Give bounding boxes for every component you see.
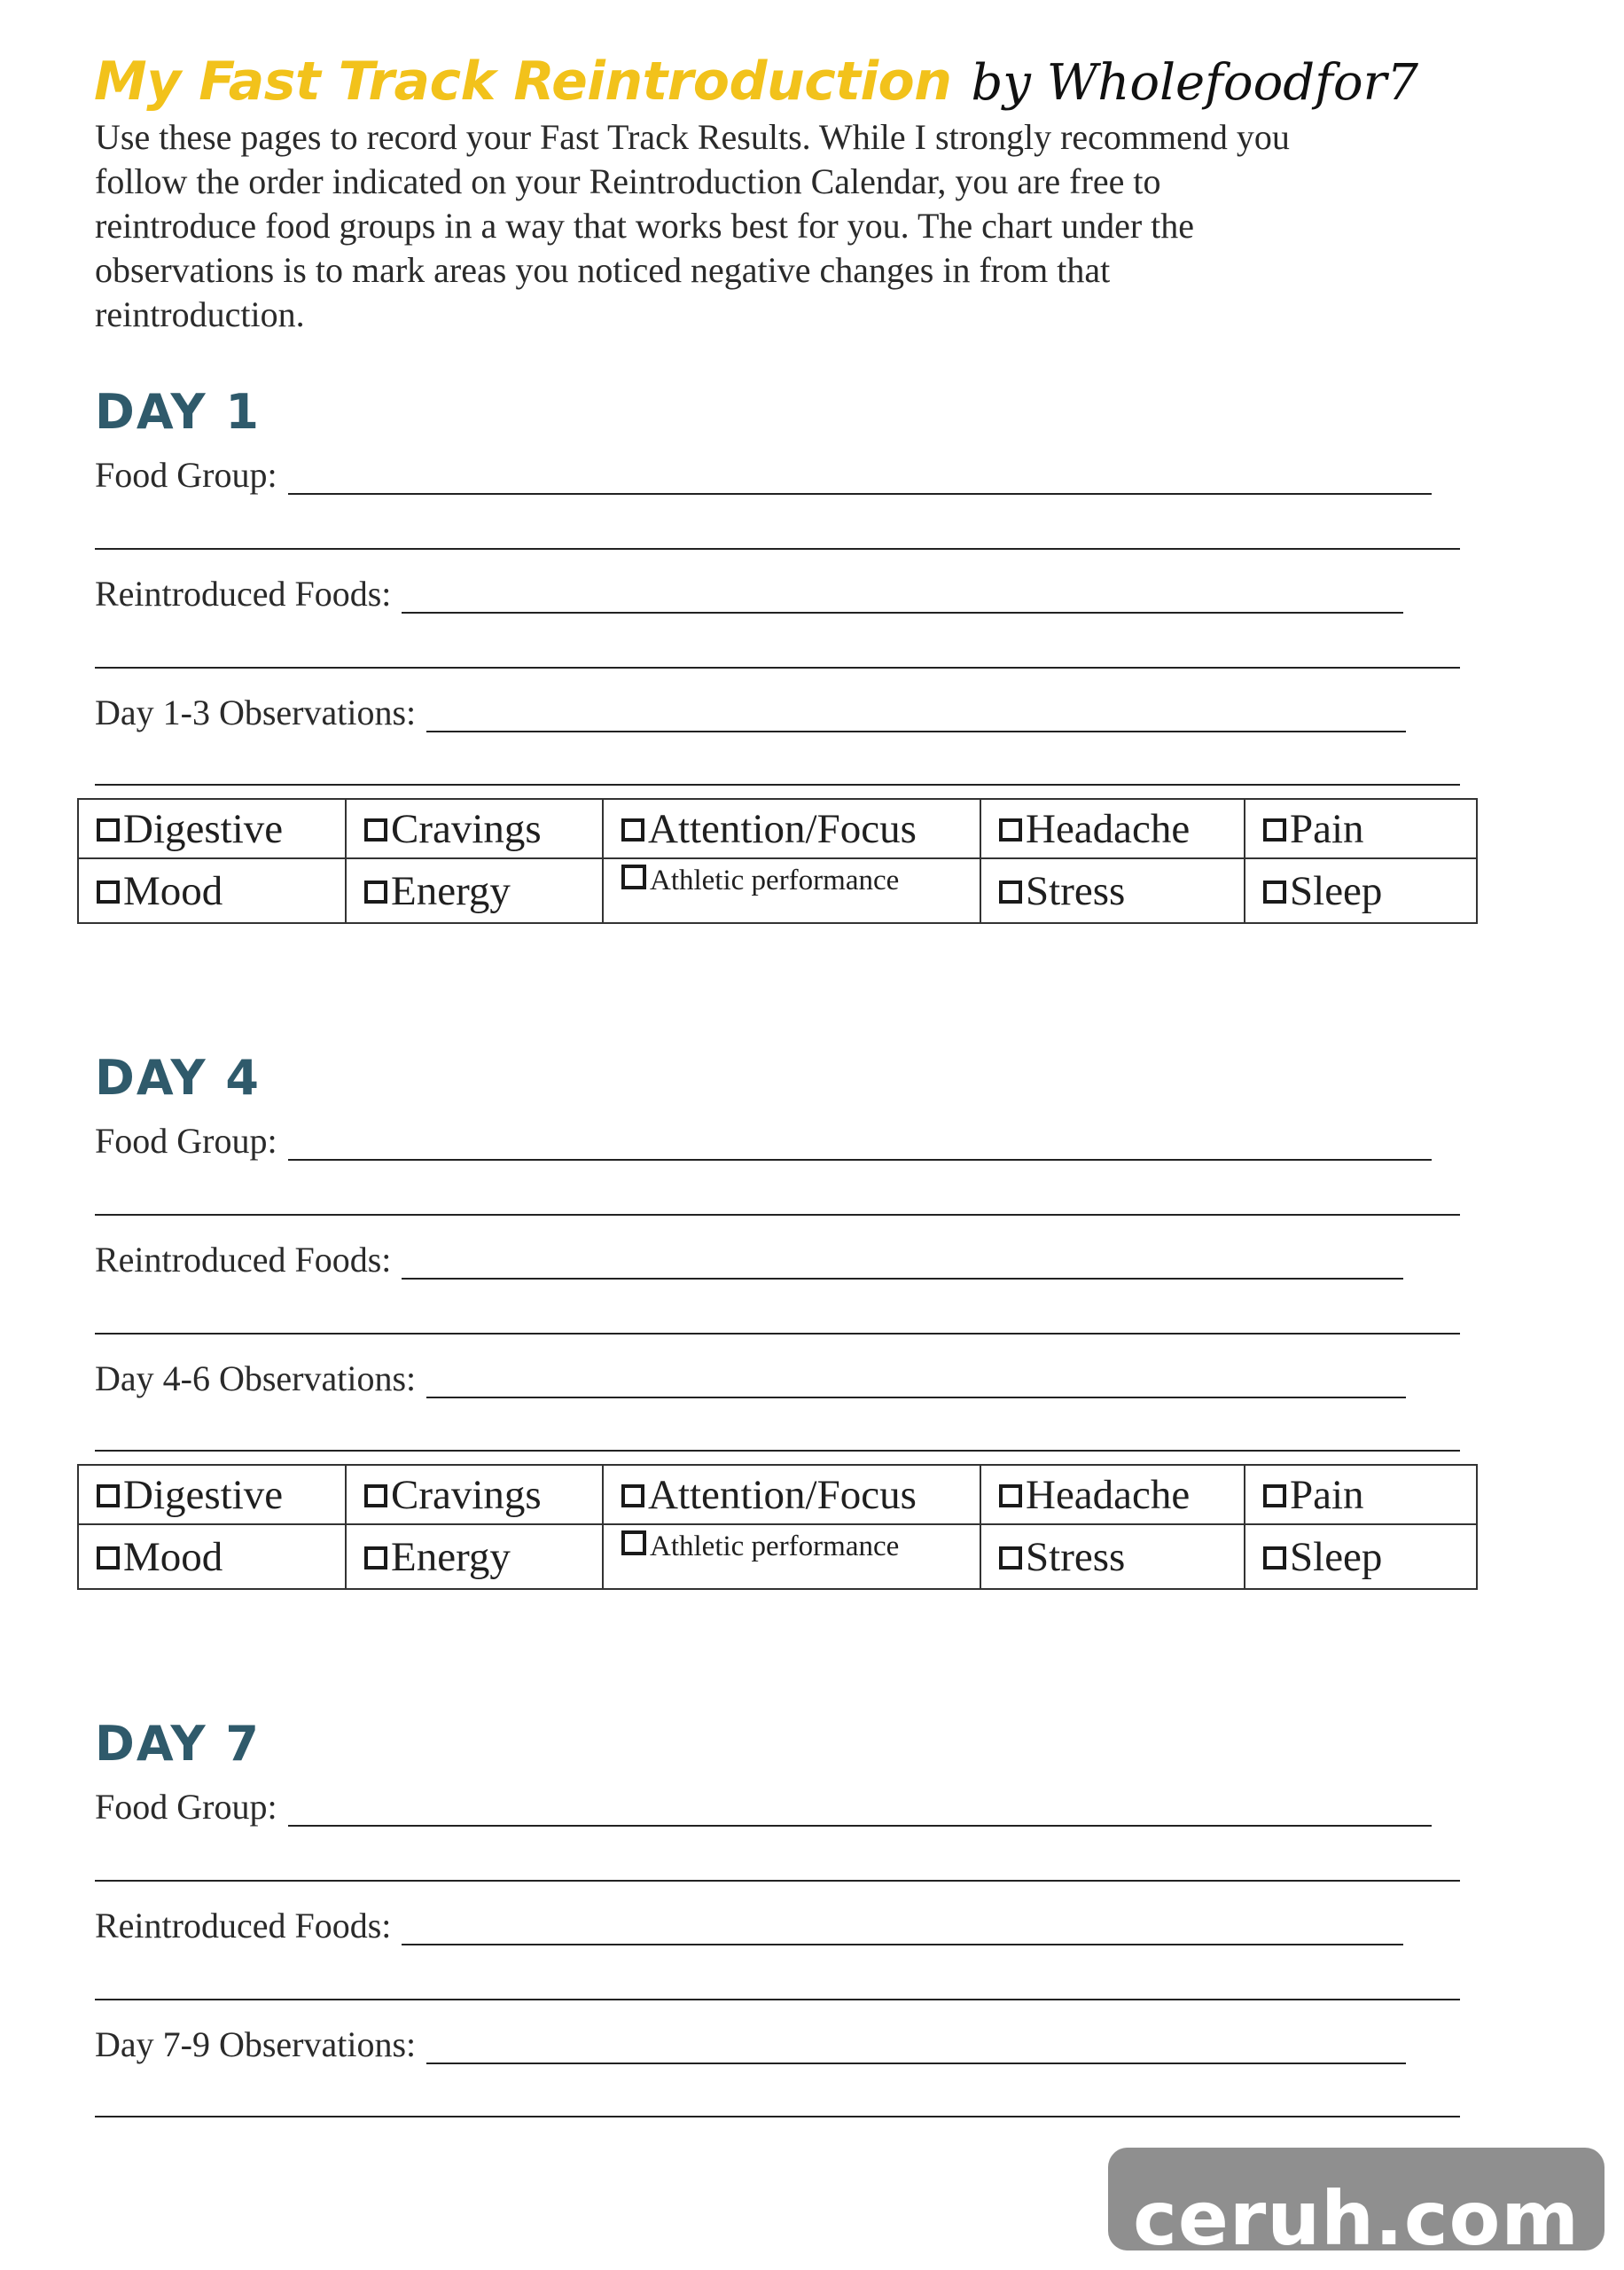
checkbox-icon[interactable]: [999, 818, 1022, 841]
checkbox-icon[interactable]: [999, 1546, 1022, 1569]
food-group-extra-line[interactable]: [95, 1880, 1460, 1882]
checkbox-icon[interactable]: [621, 1484, 644, 1507]
checkbox-icon[interactable]: [364, 818, 387, 841]
food-group-extra-line[interactable]: [95, 1214, 1460, 1216]
observations-label: Day 1-3 Observations:: [95, 693, 417, 732]
checkbox-icon[interactable]: [621, 1530, 646, 1555]
reintroduced-foods-label: Reintroduced Foods:: [95, 1240, 392, 1280]
symptom-cell-cravings[interactable]: [346, 1465, 603, 1524]
checkbox-icon[interactable]: [364, 1546, 387, 1569]
intro-line: follow the order indicated on your Reintroduction Calendar, you are free to: [95, 161, 1161, 201]
watermark-badge: [1108, 2148, 1604, 2262]
symptom-label: Energy: [391, 867, 511, 914]
food-group-field[interactable]: [288, 1159, 1432, 1161]
observations-row: [95, 688, 1406, 732]
symptom-label: Energy: [391, 1533, 511, 1580]
day-heading: DAY 7: [95, 1716, 261, 1772]
reintroduced-foods-row: [95, 1901, 1403, 1945]
symptom-cell-digestive[interactable]: [78, 799, 346, 858]
symptom-label: Athletic performance: [650, 865, 900, 896]
symptom-cell-energy[interactable]: [346, 1524, 603, 1589]
symptom-label: Athletic performance: [650, 1530, 900, 1562]
symptom-cell-mood[interactable]: [78, 858, 346, 923]
observations-extra-line[interactable]: [95, 1450, 1460, 1452]
observations-label: Day 7-9 Observations:: [95, 2024, 417, 2064]
observations-label: Day 4-6 Observations:: [95, 1358, 417, 1398]
observations-extra-line[interactable]: [95, 2116, 1460, 2117]
checkbox-icon[interactable]: [364, 1484, 387, 1507]
food-group-row: [95, 1782, 1432, 1827]
food-group-extra-line[interactable]: [95, 548, 1460, 550]
intro-line: observations is to mark areas you noticed negative changes in from that: [95, 250, 1111, 290]
checkbox-icon[interactable]: [621, 818, 644, 841]
checkbox-icon[interactable]: [97, 1484, 120, 1507]
symptom-label: Headache: [1026, 1471, 1191, 1518]
symptom-cell-sleep[interactable]: [1245, 858, 1477, 923]
observations-field[interactable]: [426, 1397, 1406, 1398]
symptom-label: Sleep: [1290, 867, 1383, 914]
reintroduced-foods-row: [95, 1235, 1403, 1280]
symptom-cell-sleep[interactable]: [1245, 1524, 1477, 1589]
reintroduced-foods-field[interactable]: [402, 1944, 1403, 1945]
symptom-label: Digestive: [123, 1471, 284, 1518]
checkbox-icon[interactable]: [97, 818, 120, 841]
intro-line: Use these pages to record your Fast Track Results. While I strongly recommend you: [95, 117, 1290, 157]
food-group-row: [95, 1116, 1432, 1161]
symptom-label: Mood: [123, 867, 223, 914]
checkbox-icon[interactable]: [1263, 818, 1286, 841]
symptom-row: [78, 1465, 1477, 1524]
observations-field[interactable]: [426, 731, 1406, 732]
food-group-row: [95, 450, 1432, 495]
symptom-label: Headache: [1026, 805, 1191, 852]
checkbox-icon[interactable]: [364, 881, 387, 904]
symptom-checklist: [77, 1464, 1478, 1590]
checkbox-icon[interactable]: [97, 881, 120, 904]
symptom-cell-headache[interactable]: [980, 1465, 1245, 1524]
symptom-cell-athletic[interactable]: [603, 1524, 980, 1589]
intro-line: reintroduce food groups in a way that works best for you. The chart under the: [95, 206, 1195, 246]
reintroduced-foods-row: [95, 569, 1403, 614]
symptom-label: Stress: [1026, 1533, 1126, 1580]
reintroduced-foods-label: Reintroduced Foods:: [95, 1906, 392, 1945]
checkbox-icon[interactable]: [1263, 1546, 1286, 1569]
symptom-row: [78, 858, 1477, 923]
observations-field[interactable]: [426, 2063, 1406, 2064]
observations-row: [95, 2020, 1406, 2064]
symptom-checklist: [77, 798, 1478, 924]
symptom-cell-headache[interactable]: [980, 799, 1245, 858]
symptom-row: [78, 799, 1477, 858]
symptom-label: Cravings: [391, 805, 542, 852]
symptom-cell-athletic[interactable]: [603, 858, 980, 923]
food-group-field[interactable]: [288, 493, 1432, 495]
page-title: My Fast Track Reintroduction: [94, 51, 952, 113]
reintroduced-foods-extra-line[interactable]: [95, 667, 1460, 669]
symptom-label: Stress: [1026, 867, 1126, 914]
title-row: [94, 11, 1512, 126]
reintroduced-foods-field[interactable]: [402, 612, 1403, 614]
observations-extra-line[interactable]: [95, 784, 1460, 786]
symptom-cell-stress[interactable]: [980, 1524, 1245, 1589]
food-group-label: Food Group:: [95, 455, 277, 495]
symptom-label: Attention/Focus: [648, 1471, 917, 1518]
symptom-label: Sleep: [1290, 1533, 1383, 1580]
symptom-cell-mood[interactable]: [78, 1524, 346, 1589]
food-group-label: Food Group:: [95, 1121, 277, 1161]
symptom-label: Digestive: [123, 805, 284, 852]
intro-line: reintroduction.: [95, 294, 305, 334]
checkbox-icon[interactable]: [1263, 1484, 1286, 1507]
intro-paragraph: [95, 115, 1513, 337]
symptom-cell-energy[interactable]: [346, 858, 603, 923]
day-heading: DAY 1: [95, 384, 261, 440]
symptom-cell-digestive[interactable]: [78, 1465, 346, 1524]
symptom-label: Cravings: [391, 1471, 542, 1518]
symptom-cell-attention[interactable]: [603, 799, 980, 858]
checkbox-icon[interactable]: [1263, 881, 1286, 904]
watermark-text: ceruh.com: [1133, 2175, 1580, 2262]
checkbox-icon[interactable]: [621, 865, 646, 889]
checkbox-icon[interactable]: [999, 1484, 1022, 1507]
reintroduced-foods-extra-line[interactable]: [95, 1999, 1460, 2000]
symptom-cell-pain[interactable]: [1245, 1465, 1477, 1524]
checkbox-icon[interactable]: [97, 1546, 120, 1569]
symptom-label: Pain: [1290, 805, 1364, 852]
symptom-row: [78, 1524, 1477, 1589]
symptom-label: Pain: [1290, 1471, 1364, 1518]
symptom-label: Mood: [123, 1533, 223, 1580]
day-heading: DAY 4: [95, 1050, 261, 1106]
symptom-cell-stress[interactable]: [980, 858, 1245, 923]
symptom-cell-attention[interactable]: [603, 1465, 980, 1524]
food-group-label: Food Group:: [95, 1787, 277, 1827]
checkbox-icon[interactable]: [999, 881, 1022, 904]
observations-row: [95, 1354, 1406, 1398]
reintroduced-foods-label: Reintroduced Foods:: [95, 574, 392, 614]
reintroduced-foods-extra-line[interactable]: [95, 1333, 1460, 1335]
symptom-cell-pain[interactable]: [1245, 799, 1477, 858]
symptom-label: Attention/Focus: [648, 805, 917, 852]
symptom-cell-cravings[interactable]: [346, 799, 603, 858]
reintroduced-foods-field[interactable]: [402, 1278, 1403, 1280]
title-byline: by Wholefoodfor7: [971, 54, 1418, 112]
food-group-field[interactable]: [288, 1825, 1432, 1827]
